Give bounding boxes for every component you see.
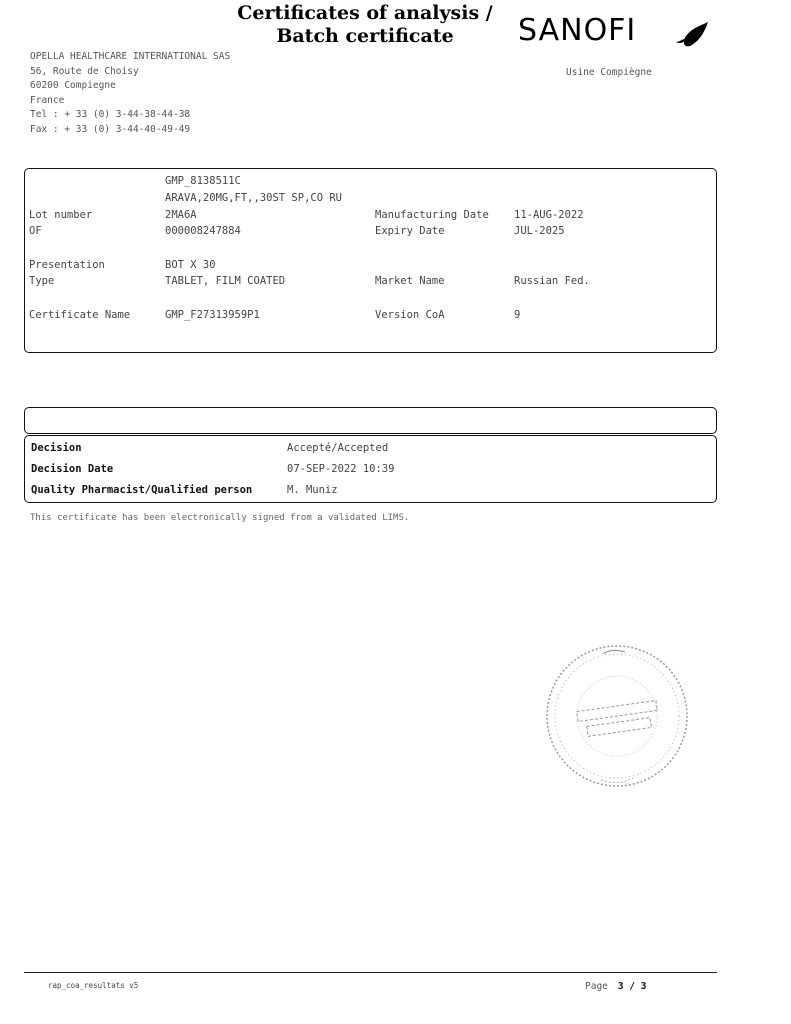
electronic-signature-note: This certificate has been electronically signed from a validated LIMS. — [30, 513, 410, 523]
manufacturing-date-label: Manufacturing Date — [375, 209, 489, 221]
bird-logo-icon — [674, 20, 710, 50]
market-name-value: Russian Fed. — [514, 275, 590, 287]
of-value: 000008247884 — [165, 225, 241, 237]
title-line-1: Certificates of analysis / — [237, 2, 493, 24]
product-description: ARAVA,20MG,FT,,30ST SP,CO RU — [165, 192, 343, 204]
document-title — [205, 2, 525, 48]
decision-date-value: 07-SEP-2022 10:39 — [287, 463, 395, 475]
company-address — [30, 50, 230, 137]
certificate-name-value: GMP_F27313959P1 — [165, 309, 260, 321]
decision-value: Accepté/Accepted — [287, 442, 389, 454]
stamp-icon — [541, 640, 693, 792]
product-code: GMP_8138511C — [165, 175, 241, 187]
decision-label: Decision — [31, 442, 82, 454]
expiry-date-label: Expiry Date — [375, 225, 445, 237]
decision-box — [24, 435, 717, 503]
empty-header-box — [24, 407, 717, 434]
of-label: OF — [29, 225, 42, 237]
company-line: Tel : + 33 (0) 3-44-38-44-38 — [30, 109, 191, 120]
manufacturing-date-value: 11-AUG-2022 — [514, 209, 584, 221]
expiry-date-value: JUL-2025 — [514, 225, 565, 237]
company-stamp — [541, 640, 693, 796]
company-line: Fax : + 33 (0) 3-44-40-49-49 — [30, 123, 191, 135]
title-line-2: Batch certificate — [276, 25, 454, 47]
version-coa-value: 9 — [514, 309, 521, 321]
qualified-person-label: Quality Pharmacist/Qualified person — [31, 484, 253, 496]
company-line: 56, Route de Choisy — [30, 65, 139, 77]
presentation-label: Presentation — [29, 259, 105, 271]
company-line: 60200 Compiegne — [30, 80, 116, 91]
company-line: France — [30, 94, 65, 106]
lot-number-label: Lot number — [29, 209, 93, 221]
page-label: Page — [585, 981, 608, 992]
certificate-name-label: Certificate Name — [29, 309, 131, 321]
page-indicator — [585, 981, 647, 992]
decision-date-label: Decision Date — [31, 463, 114, 475]
footer-divider — [24, 972, 717, 973]
site-name: Usine Compiègne — [566, 67, 652, 78]
type-label: Type — [29, 275, 55, 287]
product-info-box — [24, 168, 717, 353]
qualified-person-value: M. Muniz — [287, 484, 338, 496]
type-value: TABLET, FILM COATED — [165, 275, 286, 287]
sanofi-logo — [518, 12, 718, 54]
presentation-value: BOT X 30 — [165, 259, 216, 271]
market-name-label: Market Name — [375, 275, 445, 287]
logo-text: SANOFI — [518, 13, 637, 48]
company-line: OPELLA HEALTHCARE INTERNATIONAL SAS — [30, 51, 231, 62]
footer-template-name: rap_coa_resultats v5 — [48, 981, 139, 990]
version-coa-label: Version CoA — [375, 309, 445, 321]
lot-number-value: 2MA6A — [165, 209, 197, 221]
page-number: 3 / 3 — [617, 981, 647, 992]
